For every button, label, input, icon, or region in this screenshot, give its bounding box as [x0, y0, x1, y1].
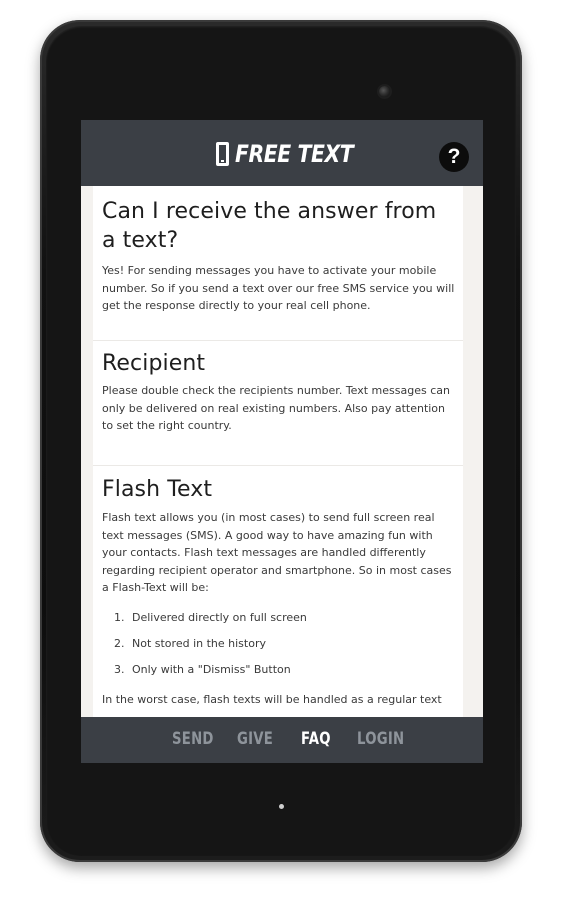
app-logo — [216, 140, 374, 168]
app-header — [81, 120, 483, 186]
app-screen — [81, 120, 483, 763]
front-camera — [379, 86, 390, 97]
faq-question: Can I receive the answer from a text? — [102, 199, 437, 253]
faq-answer-footer: In the worst case, flash texts will be handled as a regular text — [102, 692, 442, 706]
list-item: 3. Only with a "Dismiss" Button — [114, 662, 291, 676]
faq-answer: Yes! For sending messages you have to activate your mobile number. So if you send a text over our free SMS service you will get the response directly to your real cell phone. — [102, 264, 455, 312]
phone-icon — [216, 142, 229, 166]
nav-login[interactable]: LOGIN — [357, 729, 405, 749]
list-item: 2. Not stored in the history — [114, 636, 266, 650]
faq-answer: Flash text allows you (in most cases) to send full screen real text messages (SMS). A good way to have amazing fun with your contacts. Flash text messages are handled differently regarding recipient operator and smartphone. So in most cases a Flash-Text will be: — [102, 511, 452, 594]
nav-faq[interactable]: FAQ — [301, 729, 331, 749]
faq-content[interactable] — [81, 186, 483, 717]
app-title: FREE TEXT — [235, 140, 354, 168]
faq-answer: Please double check the recipients number. Text messages can only be delivered on real existing numbers. Also pay attention to set the right country. — [102, 384, 450, 432]
bottom-nav — [81, 717, 483, 763]
flash-text-list — [102, 605, 455, 683]
list-item: 1. Delivered directly on full screen — [114, 610, 307, 624]
faq-question: Flash Text — [102, 477, 213, 502]
faq-item — [93, 341, 463, 465]
home-indicator — [279, 804, 284, 809]
faq-card — [93, 186, 463, 717]
nav-give[interactable]: GIVE — [237, 729, 274, 749]
help-icon[interactable]: ? — [439, 142, 469, 172]
nav-send[interactable]: SEND — [172, 729, 214, 749]
faq-item — [93, 466, 463, 708]
faq-question: Recipient — [102, 351, 206, 376]
faq-item — [93, 186, 463, 340]
